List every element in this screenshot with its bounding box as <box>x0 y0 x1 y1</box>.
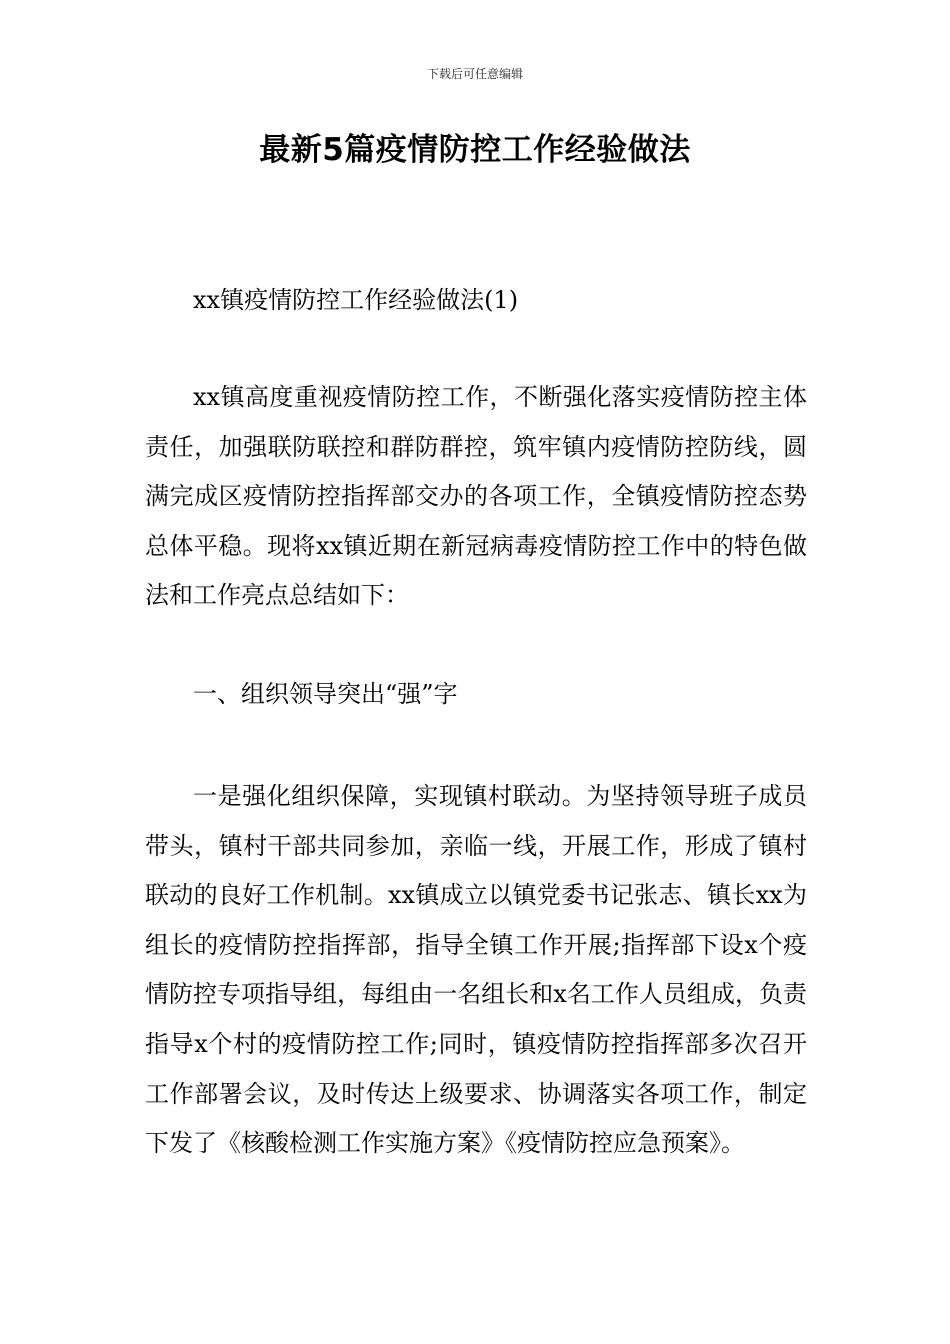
header-note: 下载后可任意编辑 <box>426 67 523 81</box>
intro-paragraph: xx镇高度重视疫情防控工作，不断强化落实疫情防控主体责任，加强联防联控和群防群控，筑牢镇内疫情防控防线，圆满完成区疫情防控指挥部交办的各项工作，全镇疫情防控态势总体平稳。现将xx镇近期在新冠病毒疫情防控工作中的特色做法和工作亮点总结如下： <box>145 383 807 610</box>
section-heading-1: 一、组织领导突出“强”字 <box>193 680 458 708</box>
document-title: 最新5篇疫情防控工作经验做法 <box>259 132 691 168</box>
section-title: xx镇疫情防控工作经验做法(1) <box>193 286 519 314</box>
body-paragraph-1: 一是强化组织保障，实现镇村联动。为坚持领导班子成员带头，镇村干部共同参加，亲临一线，开展工作，形成了镇村联动的良好工作机制。xx镇成立以镇党委书记张志、镇长xx为组长的疫情防控指挥部，指导全镇工作开展;指挥部下设x个疫情防控专项指导组，每组由一名组长和x名工作人员组成，负责指导x个村的疫情防控工作;同时，镇疫情防控指挥部多次召开工作部署会议，及时传达上级要求、协调落实各项工作，制定下发了《核酸检测工作实施方案》《疫情防控应急预案》。 <box>145 782 807 1158</box>
